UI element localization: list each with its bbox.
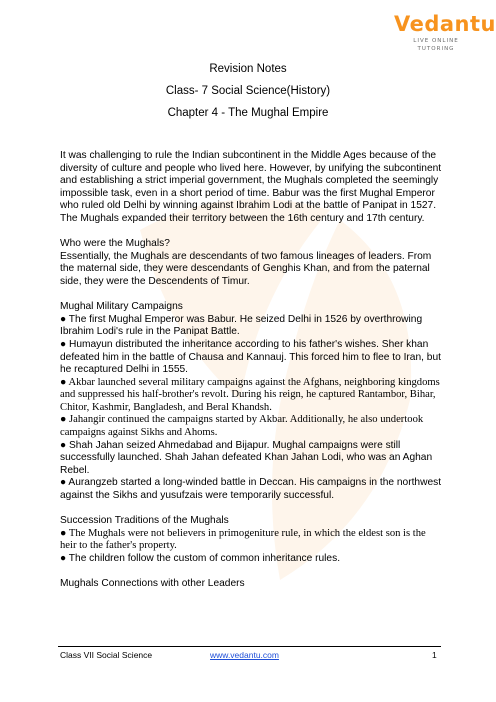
footer-divider: [58, 646, 441, 647]
footer-class-label: Class VII Social Science: [60, 650, 153, 660]
vedantu-logo: [394, 12, 496, 53]
footer-page-number: 1: [432, 650, 437, 660]
succession-item-primogeniture: ● The Mughals were not believers in primogeniture rule, in which the eldest son is the heir to the father's property.: [60, 527, 426, 552]
intro-paragraph: It was challenging to rule the Indian subcontinent in the Middle Ages because of the diversity of culture and people who lived here. However, by unifying the subcontinent and establishing a strict imperial government, the Mughals completed the seemingly impossible task, even in a short period of time. Babur was the first Mughal Emperor who ruled old Delhi by winning against Ibrahim Lodi at the battle of Panipat in 1527. The Mughals expanded their territory between the 16th century and 17th century.: [60, 150, 442, 224]
who-heading: Who were the Mughals?: [60, 238, 170, 250]
military-item-babur: ● The first Mughal Emperor was Babur. He seized Delhi in 1526 by overthrowing Ibrahim Lodi's rule in the Panipat Battle.: [60, 313, 423, 338]
footer-website-link[interactable]: www.vedantu.com: [210, 650, 279, 660]
doc-chapter: Chapter 4 - The Mughal Empire: [167, 107, 329, 119]
military-item-akbar: ● Akbar launched several military campaigns against the Afghans, neighboring kingdoms and suppressed his half-brother's revolt. During his reign, he captured Rantambor, Bihar, Chitor, Kashmir, Bangladesh, and Beral Khandsh.: [60, 376, 440, 413]
military-item-jahangir: ● Jahangir continued the campaigns started by Akbar. Additionally, he also undertook campaigns against Sikhs and Ahoms.: [60, 414, 424, 439]
who-paragraph: Essentially, the Mughals are descendants of two famous lineages of leaders. From the maternal side, they were descendants of Genghis Khan, and from the paternal side, they were the Descendents of Timur.: [60, 250, 432, 287]
connections-heading: Mughals Connections with other Leaders: [60, 578, 245, 590]
military-item-aurangzeb: ● Aurangzeb started a long-winded battle in Deccan. His campaigns in the northwest against the Sikhs and yusufzais were temporarily successful.: [60, 477, 442, 502]
logo-wordmark: Vedantu: [394, 12, 496, 36]
logo-tagline: LIVE ONLINE TUTORING: [413, 38, 459, 52]
doc-title: Revision Notes: [209, 63, 287, 75]
military-item-humayun: ● Humayun distributed the inheritance according to his father's wishes. Sher khan defeated him in the battle of Chausa and Kannauj. This forced him to flee to Iran, but he recaptured Delhi in 1555.: [60, 338, 441, 376]
doc-class: Class- 7 Social Science(History): [165, 85, 331, 97]
succession-item-inheritance: ● The children follow the custom of common inheritance rules.: [60, 553, 341, 564]
page-content: [60, 150, 444, 591]
succession-heading: Succession Traditions of the Mughals: [60, 515, 229, 527]
military-heading: Mughal Military Campaigns: [60, 301, 183, 313]
military-item-shahjahan: ● Shah Jahan seized Ahmedabad and Bijapur. Mughal campaigns were still successfully launched. Shah Jahan defeated Khan Jahan Lodi, who was an Aghan Rebel.: [60, 439, 433, 476]
